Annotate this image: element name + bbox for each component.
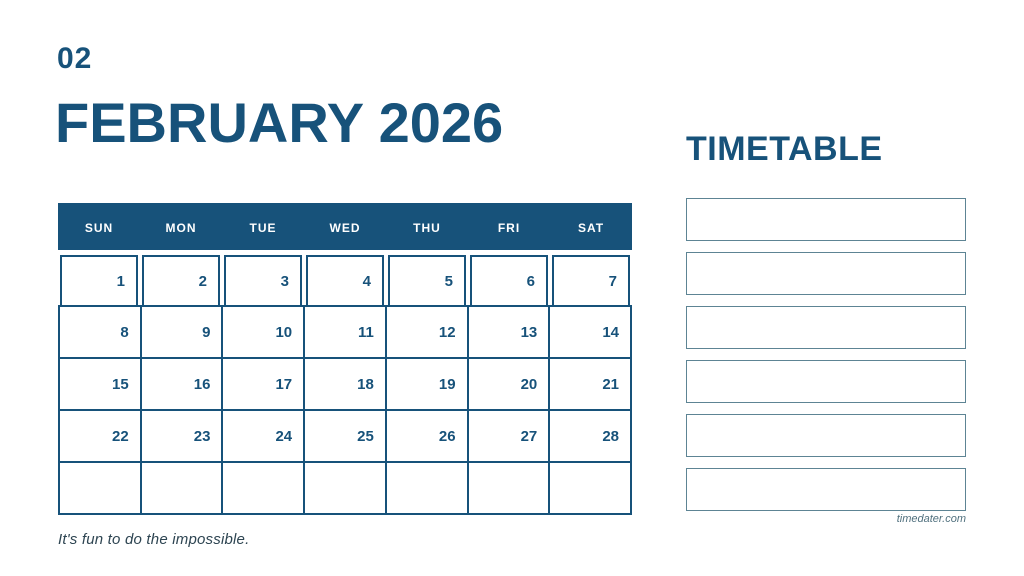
timetable-slot-4 [686, 360, 966, 403]
day-number: 14 [602, 323, 619, 341]
calendar-day-cell [550, 359, 630, 409]
day-number: 26 [438, 427, 456, 445]
day-number: 18 [357, 375, 374, 393]
calendar-day-cell [306, 255, 384, 307]
day-number: 28 [602, 427, 619, 445]
calendar-day-cell [469, 463, 549, 513]
calendar-day-cell [550, 307, 630, 357]
day-number: 7 [608, 272, 617, 290]
timetable-slot-3 [686, 306, 966, 349]
timetable-slot-2 [686, 252, 966, 295]
weekday-label-tue: TUE [249, 221, 277, 235]
calendar-day-cell [550, 463, 630, 513]
timetable-slots [686, 198, 966, 511]
calendar-day-cell [60, 411, 140, 461]
day-number: 5 [444, 272, 453, 290]
day-number: 17 [275, 375, 293, 393]
calendar-day-cell [387, 359, 467, 409]
calendar-day-cell [469, 307, 549, 357]
day-number: 20 [520, 375, 538, 393]
day-number: 13 [520, 323, 538, 341]
day-number: 27 [520, 427, 538, 445]
calendar-day-cell [142, 359, 222, 409]
day-number: 3 [280, 272, 289, 290]
calendar-day-cell [305, 359, 385, 409]
calendar-day-cell [387, 463, 467, 513]
day-number: 21 [602, 375, 619, 393]
calendar-day-cell [550, 411, 630, 461]
calendar-day-cell [387, 411, 467, 461]
day-number: 9 [202, 323, 211, 341]
calendar-day-cell [305, 463, 385, 513]
timetable-slot-5 [686, 414, 966, 457]
weekday-label-mon: MON [165, 221, 197, 235]
day-number: 16 [193, 375, 211, 393]
calendar-day-cell [387, 307, 467, 357]
calendar-day-cell [470, 255, 548, 307]
day-number: 10 [275, 323, 293, 341]
calendar-day-cell [142, 255, 220, 307]
day-number: 12 [438, 323, 456, 341]
calendar-weeks-grid [58, 305, 632, 515]
day-number: 25 [357, 427, 374, 445]
day-number: 1 [116, 272, 125, 290]
calendar-day-cell [552, 255, 630, 307]
weekday-label-thu: THU [413, 221, 441, 235]
calendar-day-cell [224, 255, 302, 307]
calendar-weekday-header [58, 203, 632, 250]
calendar-day-cell [223, 411, 303, 461]
day-number: 8 [120, 323, 129, 341]
timetable-heading: TIMETABLE [686, 130, 883, 168]
timetable-slot-1 [686, 198, 966, 241]
calendar-day-cell [223, 307, 303, 357]
page-title: FEBRUARY 2026 [55, 91, 504, 154]
day-number: 19 [438, 375, 456, 393]
calendar-day-cell [60, 255, 138, 307]
calendar-day-cell [469, 359, 549, 409]
calendar-day-cell [223, 359, 303, 409]
weekday-label-sun: SUN [84, 221, 114, 235]
calendar-day-cell [388, 255, 466, 307]
calendar-day-cell [142, 307, 222, 357]
watermark-text: timedater.com [896, 513, 966, 525]
day-number: 15 [112, 375, 129, 393]
weekday-label-sat: SAT [577, 221, 605, 235]
footer-quote: It's fun to do the impossible. [58, 531, 250, 548]
calendar-day-cell [469, 411, 549, 461]
day-number: 23 [193, 427, 211, 445]
calendar-day-cell [223, 463, 303, 513]
day-number: 4 [362, 272, 371, 290]
day-number: 22 [112, 427, 129, 445]
day-number: 24 [275, 427, 293, 445]
calendar [58, 203, 632, 515]
calendar-day-cell [142, 411, 222, 461]
calendar-day-cell [305, 411, 385, 461]
month-number: 02 [57, 42, 93, 75]
weekday-label-fri: FRI [497, 221, 521, 235]
calendar-day-cell [60, 359, 140, 409]
day-number: 11 [357, 323, 374, 341]
calendar-day-cell [142, 463, 222, 513]
weekday-label-wed: WED [329, 221, 361, 235]
calendar-day-cell [60, 307, 140, 357]
timetable-slot-6 [686, 468, 966, 511]
calendar-week-row-1 [58, 255, 632, 307]
day-number: 6 [526, 272, 535, 290]
day-number: 2 [198, 272, 207, 290]
calendar-day-cell [60, 463, 140, 513]
calendar-day-cell [305, 307, 385, 357]
